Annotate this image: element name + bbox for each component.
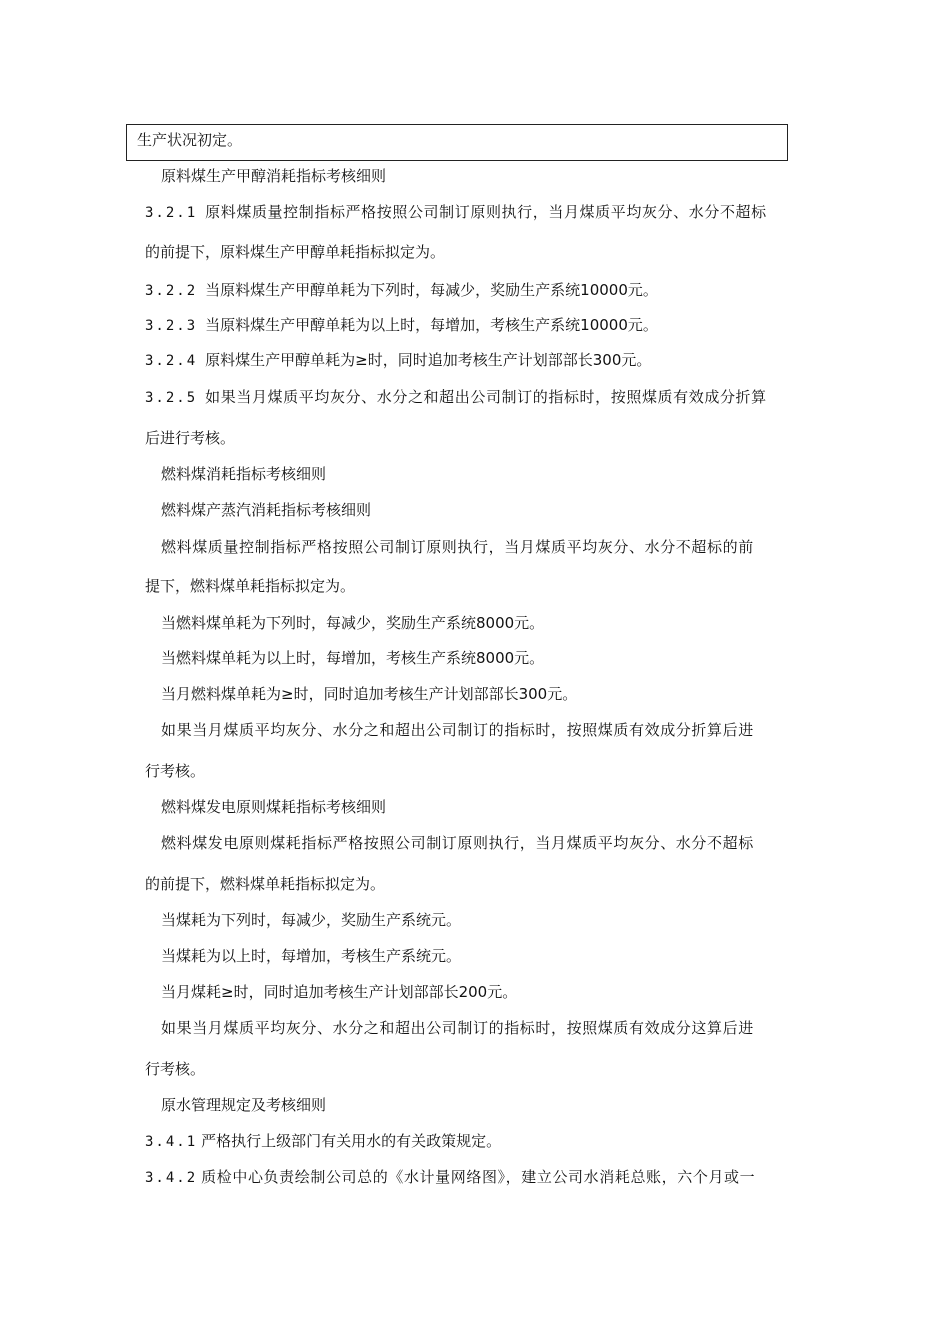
paragraph-line: 燃料煤发电原则煤耗指标严格按照公司制订原则执行，当月煤质平均灰分、水分不超标 xyxy=(161,834,754,852)
subsection-heading-steam: 燃料煤产蒸汽消耗指标考核细则 xyxy=(161,501,372,519)
clause-3-2-2: 3.2.2 当原料煤生产甲醇单耗为下列时，每减少，奖励生产系统10000元。 xyxy=(145,281,658,299)
paragraph-line: 当燃料煤单耗为以上时，每增加，考核生产系统8000元。 xyxy=(161,649,545,667)
paragraph-line: 燃料煤质量控制指标严格按照公司制订原则执行，当月煤质平均灰分、水分不超标的前 xyxy=(161,538,754,556)
table-cell-text: 生产状况初定。 xyxy=(137,131,243,149)
clause-3-4-1: 3.4.1 严格执行上级部门有关用水的有关政策规定。 xyxy=(145,1132,502,1150)
paragraph-line: 行考核。 xyxy=(145,1060,206,1078)
section-heading-raw-coal: 原料煤生产甲醇消耗指标考核细则 xyxy=(161,167,387,185)
continued-table-cell xyxy=(126,124,788,161)
paragraph-line: 当煤耗为以上时，每增加，考核生产系统元。 xyxy=(161,947,462,965)
clause-3-2-4: 3.2.4 原料煤生产甲醇单耗为≥时，同时追加考核生产计划部部长300元。 xyxy=(145,351,652,369)
paragraph-line: 当月煤耗≥时，同时追加考核生产计划部部长200元。 xyxy=(161,983,518,1001)
paragraph-line: 行考核。 xyxy=(145,762,206,780)
subsection-heading-power: 燃料煤发电原则煤耗指标考核细则 xyxy=(161,798,387,816)
clause-3-2-1: 3.2.1 原料煤质量控制指标严格按照公司制订原则执行，当月煤质平均灰分、水分不超标 xyxy=(145,203,767,221)
paragraph-line: 的前提下，原料煤生产甲醇单耗指标拟定为。 xyxy=(145,243,446,261)
paragraph-line: 如果当月煤质平均灰分、水分之和超出公司制订的指标时，按照煤质有效成分折算后进 xyxy=(161,721,754,739)
paragraph-line: 当煤耗为下列时，每减少，奖励生产系统元。 xyxy=(161,911,462,929)
paragraph-line: 提下，燃料煤单耗指标拟定为。 xyxy=(145,577,356,595)
paragraph-line: 的前提下，燃料煤单耗指标拟定为。 xyxy=(145,875,386,893)
paragraph-line: 当燃料煤单耗为下列时，每减少，奖励生产系统8000元。 xyxy=(161,614,545,632)
section-heading-raw-water: 原水管理规定及考核细则 xyxy=(161,1096,327,1114)
clause-3-4-2: 3.4.2 质检中心负责绘制公司总的《水计量网络图》，建立公司水消耗总账，六个月或一 xyxy=(145,1168,756,1186)
paragraph-line: 如果当月煤质平均灰分、水分之和超出公司制订的指标时，按照煤质有效成分这算后进 xyxy=(161,1019,754,1037)
paragraph-line: 当月燃料煤单耗为≥时，同时追加考核生产计划部部长300元。 xyxy=(161,685,578,703)
section-heading-fuel-coal: 燃料煤消耗指标考核细则 xyxy=(161,465,327,483)
clause-3-2-3: 3.2.3 当原料煤生产甲醇单耗为以上时，每增加，考核生产系统10000元。 xyxy=(145,316,658,334)
clause-3-2-5: 3.2.5 如果当月煤质平均灰分、水分之和超出公司制订的指标时，按照煤质有效成分折算 xyxy=(145,388,767,406)
paragraph-line: 后进行考核。 xyxy=(145,429,236,447)
